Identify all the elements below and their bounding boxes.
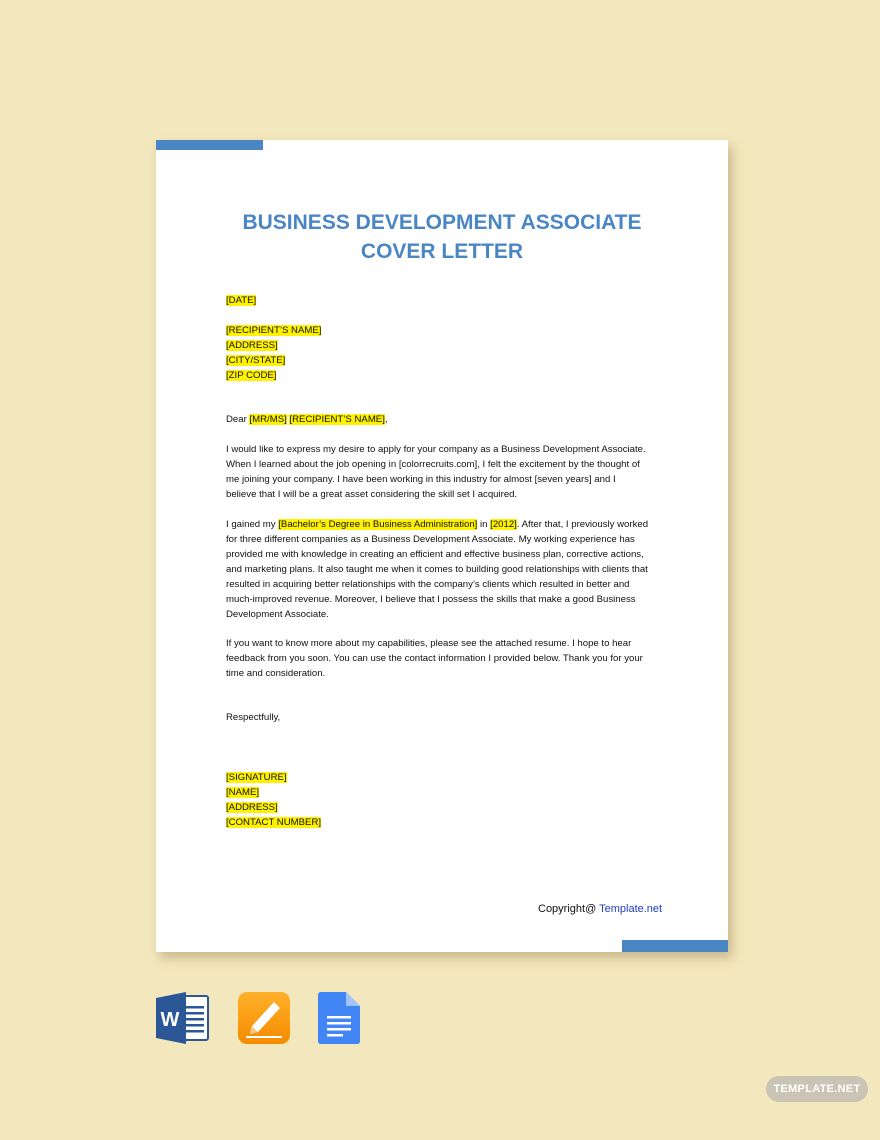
degree-placeholder: [Bachelor’s Degree in Business Administration]	[278, 519, 478, 530]
paragraph-1	[226, 442, 666, 502]
paragraph-line: me joining your company. I have been working in this industry for almost [seven years] and I	[226, 474, 616, 485]
paragraph-line: feedback from you soon. You can use the contact information I provided below. Thank you for your	[226, 653, 643, 664]
signature-block	[226, 770, 666, 830]
paragraph-line: for three different companies as a Business Development Associate. My working experience has	[226, 534, 635, 545]
title-placeholder: [MR/MS]	[249, 414, 287, 425]
google-docs-icon[interactable]	[318, 992, 360, 1049]
name-placeholder: [NAME]	[226, 787, 260, 798]
city-state-placeholder: [CITY/STATE]	[226, 355, 286, 366]
copyright-link[interactable]: Template.net	[599, 903, 663, 915]
paragraph-line: resulted in acquiring better relationships with the company’s clients which resulted in better and	[226, 579, 630, 590]
paragraph-3	[226, 636, 666, 681]
document-title	[156, 208, 728, 266]
title-line-2: COVER LETTER	[360, 240, 524, 263]
paragraph-line: believe that I will be a great asset considering the skill set I acquired.	[226, 489, 518, 500]
salutation-dear: Dear	[226, 414, 250, 425]
closing	[226, 710, 666, 725]
zip-code-placeholder: [ZIP CODE]	[226, 370, 277, 381]
salutation	[226, 412, 666, 427]
paragraph-line: much-improved revenue. Moreover, I believe that I possess the skills that make a good Business	[226, 594, 636, 605]
p2-in: in	[477, 519, 491, 530]
title-line-1: BUSINESS DEVELOPMENT ASSOCIATE	[242, 211, 642, 234]
copyright	[538, 903, 662, 915]
p2-lead: I gained my	[226, 519, 279, 530]
address-placeholder: [ADDRESS]	[226, 340, 278, 351]
salutation-comma: ,	[384, 414, 388, 425]
paragraph-line: and marketing plans. It also taught me when it comes to building good relationships with clients that	[226, 564, 648, 575]
p2-rest: . After that, I previously worked	[516, 519, 649, 530]
top-accent-bar	[156, 140, 263, 150]
paragraph-line: provided me with knowledge in creating an efficient and effective business plan, corrective actions,	[226, 549, 644, 560]
recipient-address-block	[226, 323, 666, 383]
word-icon[interactable]	[156, 992, 210, 1049]
date-placeholder: [DATE]	[226, 295, 257, 306]
year-placeholder: [2012]	[490, 519, 517, 530]
paragraph-line: time and consideration.	[226, 668, 326, 679]
pages-icon[interactable]	[238, 992, 290, 1049]
copyright-prefix: Copyright@	[538, 903, 600, 915]
signature-placeholder: [SIGNATURE]	[226, 772, 287, 783]
template-net-badge[interactable]: TEMPLATE.NET	[766, 1076, 868, 1102]
date-block	[226, 293, 666, 308]
sender-address-placeholder: [ADDRESS]	[226, 802, 278, 813]
bottom-accent-bar	[622, 940, 728, 952]
paragraph-line: Development Associate.	[226, 609, 329, 620]
closing-text: Respectfully,	[226, 712, 281, 723]
recipient-name-placeholder: [RECIPIENT’S NAME]	[226, 325, 322, 336]
paragraph-line: If you want to know more about my capabilities, please see the attached resume. I hope to hear	[226, 638, 632, 649]
letter-page	[156, 140, 728, 952]
paragraph-line: I would like to express my desire to apply for your company as a Business Development Associate.	[226, 444, 646, 455]
paragraph-line: When I learned about the job opening in [colorrecruits.com], I felt the excitement by the thought of	[226, 459, 640, 470]
paragraph-2	[226, 517, 666, 622]
svg-text:W: W	[160, 1009, 180, 1031]
contact-number-placeholder: [CONTACT NUMBER]	[226, 817, 322, 828]
salutation-name-placeholder: [RECIPIENT’S NAME]	[289, 414, 385, 425]
